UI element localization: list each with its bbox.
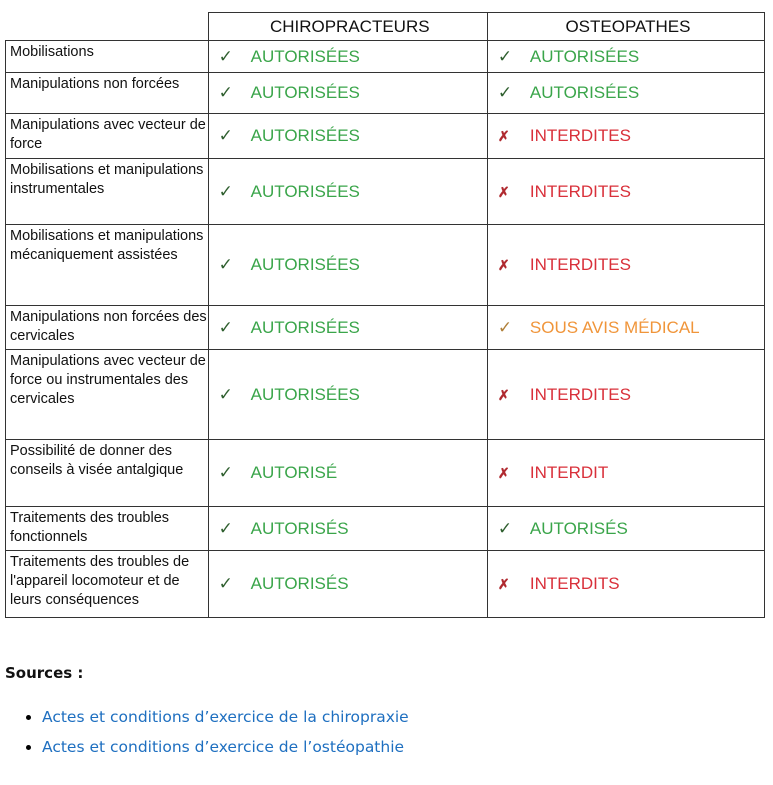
row-label: Mobilisations et manipulations instrumentales	[6, 159, 209, 225]
status-text: INTERDITES	[529, 384, 631, 404]
table-row	[6, 507, 765, 551]
check-icon: ✓	[497, 46, 513, 66]
row-label: Manipulations non forcées	[6, 73, 209, 114]
cross-icon: ✗	[497, 183, 510, 200]
status-text: AUTORISÉES	[529, 46, 640, 66]
row-label: Traitements des troubles de l'appareil locomoteur et de leurs conséquences	[6, 551, 209, 618]
cell-chiro	[208, 41, 487, 73]
status-text: AUTORISÉES	[250, 384, 360, 404]
row-label: Traitements des troubles fonctionnels	[6, 507, 209, 551]
cell-chiro	[208, 350, 487, 440]
row-label: Possibilité de donner des conseils à visée antalgique	[6, 440, 209, 507]
list-item	[42, 738, 409, 756]
status-text: AUTORISÉS	[529, 518, 628, 538]
status-text: INTERDIT	[529, 463, 609, 482]
status-text: AUTORISÉ	[250, 463, 338, 482]
cell-osteo	[487, 73, 764, 114]
cell-chiro	[208, 551, 487, 618]
check-icon: ✓	[218, 574, 233, 593]
sources-list	[20, 708, 409, 768]
cell-osteo	[487, 306, 764, 350]
cell-osteo	[487, 440, 764, 507]
cross-icon: ✗	[497, 257, 510, 273]
status-text: AUTORISÉES	[250, 181, 360, 201]
status-text: AUTORISÉES	[250, 255, 360, 274]
status-text: AUTORISÉES	[529, 83, 640, 102]
corner-cell	[6, 13, 209, 41]
comparison-table	[5, 12, 765, 618]
list-item	[42, 708, 409, 726]
header-osteopathes: OSTEOPATHES	[487, 13, 764, 41]
cell-osteo	[487, 551, 764, 618]
cell-osteo	[487, 41, 764, 73]
cell-osteo	[487, 114, 764, 159]
check-icon: ✓	[218, 126, 233, 145]
cell-chiro	[208, 440, 487, 507]
cell-chiro	[208, 225, 487, 306]
check-icon: ✓	[218, 181, 233, 201]
check-icon: ✓	[497, 518, 513, 538]
table-row	[6, 225, 765, 306]
cell-osteo	[487, 350, 764, 440]
cell-chiro	[208, 114, 487, 159]
row-label: Manipulations non forcées des cervicales	[6, 306, 209, 350]
status-text: INTERDITES	[529, 255, 631, 274]
table-row	[6, 73, 765, 114]
status-text: AUTORISÉES	[250, 46, 360, 66]
check-icon: ✓	[218, 317, 233, 337]
table-row	[6, 159, 765, 225]
table-row	[6, 551, 765, 618]
row-label: Mobilisations	[6, 41, 209, 73]
check-icon: ✓	[218, 384, 233, 404]
check-icon: ✓	[497, 317, 513, 337]
link-osteopathie[interactable]: Actes et conditions d’exercice de l’ostéopathie	[42, 738, 405, 756]
sources-heading: Sources :	[5, 664, 84, 682]
cell-osteo	[487, 507, 764, 551]
check-icon: ✓	[218, 518, 233, 538]
cell-chiro	[208, 507, 487, 551]
cell-chiro	[208, 306, 487, 350]
cross-icon: ✗	[497, 465, 510, 481]
table-row	[6, 350, 765, 440]
cross-icon: ✗	[497, 128, 510, 144]
status-text: SOUS AVIS MÉDICAL	[529, 317, 700, 337]
status-text: AUTORISÉES	[250, 83, 360, 102]
cell-osteo	[487, 159, 764, 225]
status-text: AUTORISÉS	[250, 518, 349, 538]
link-chiropraxie[interactable]: Actes et conditions d’exercice de la chiropraxie	[42, 708, 409, 726]
status-text: INTERDITS	[529, 574, 620, 593]
cross-icon: ✗	[497, 576, 510, 592]
check-icon: ✓	[218, 83, 233, 102]
status-text: AUTORISÉS	[250, 574, 349, 593]
status-text: INTERDITES	[529, 126, 631, 145]
check-icon: ✓	[497, 83, 513, 102]
cell-chiro	[208, 73, 487, 114]
row-label: Manipulations avec vecteur de force ou instrumentales des cervicales	[6, 350, 209, 440]
table-row	[6, 114, 765, 159]
cross-icon: ✗	[497, 386, 510, 403]
check-icon: ✓	[218, 255, 233, 274]
row-label: Mobilisations et manipulations mécaniquement assistées	[6, 225, 209, 306]
status-text: AUTORISÉES	[250, 317, 360, 337]
status-text: AUTORISÉES	[250, 126, 360, 145]
table-row	[6, 306, 765, 350]
cell-osteo	[487, 225, 764, 306]
table-row	[6, 41, 765, 73]
table-row	[6, 440, 765, 507]
row-label: Manipulations avec vecteur de force	[6, 114, 209, 159]
check-icon: ✓	[218, 463, 233, 482]
header-chiropracteurs: CHIROPRACTEURS	[208, 13, 487, 41]
check-icon: ✓	[218, 46, 233, 66]
cell-chiro	[208, 159, 487, 225]
status-text: INTERDITES	[529, 181, 631, 201]
